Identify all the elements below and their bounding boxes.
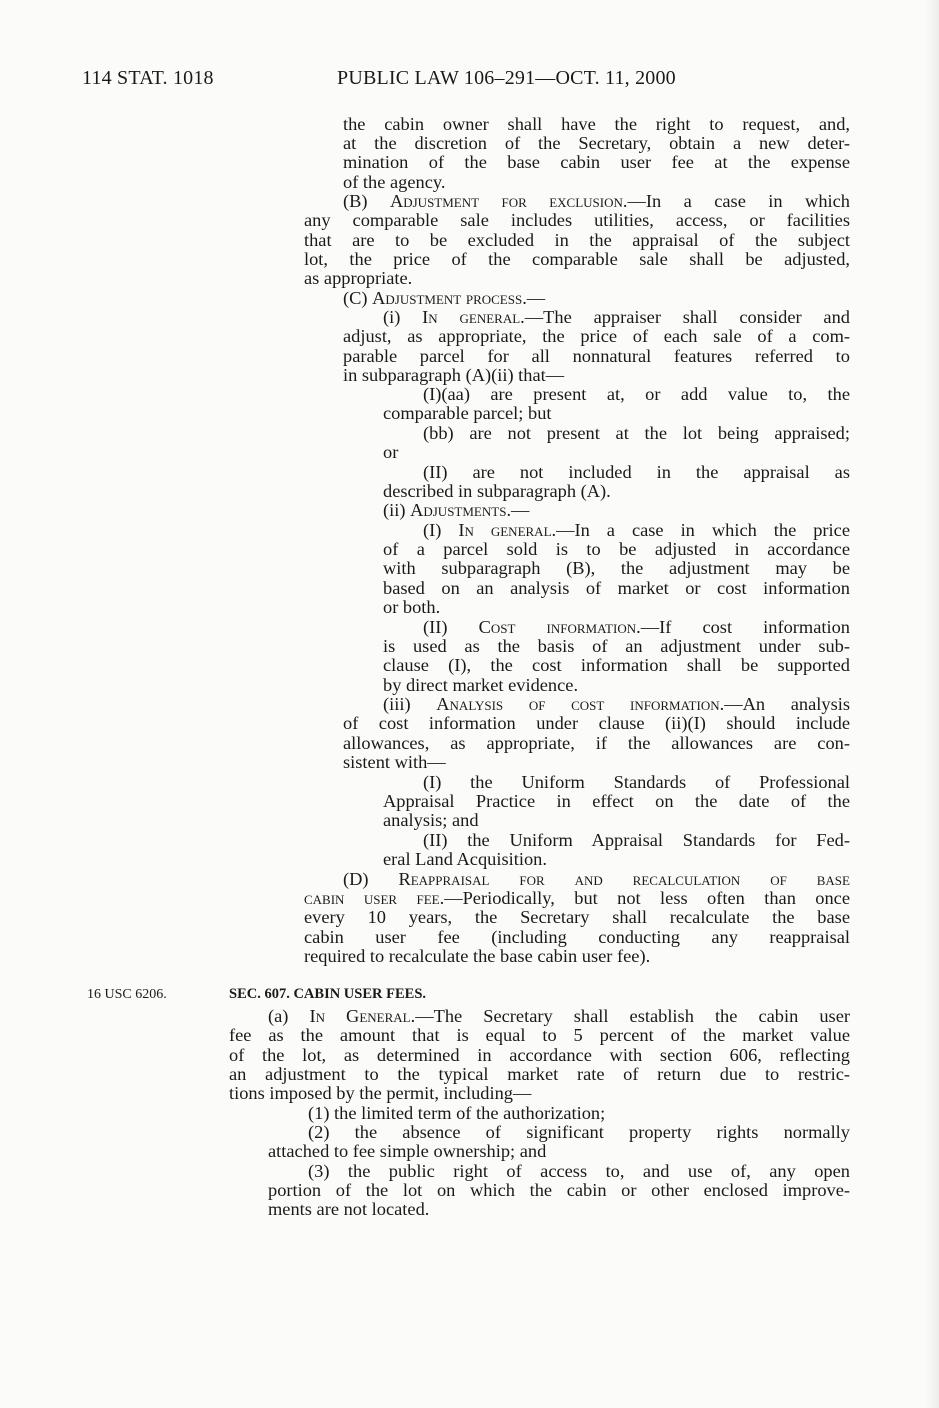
text-line: is used as the basis of an adjustment under sub- bbox=[383, 636, 850, 656]
text-line: at the discretion of the Secretary, obtain a new deter- bbox=[343, 133, 850, 153]
section-heading: SEC. 607. CABIN USER FEES. bbox=[229, 986, 427, 1002]
text-line: (1) the limited term of the authorization; bbox=[308, 1103, 606, 1123]
text-line: (bb) are not present at the lot being appraised; bbox=[423, 423, 850, 443]
clause-ii-heading: (ii) Adjustments.— bbox=[383, 500, 530, 520]
text-line: (II) the Uniform Appraisal Standards for Fed- bbox=[423, 830, 850, 850]
text-line: (3) the public right of access to, and use of, any open bbox=[308, 1161, 850, 1181]
text-line: lot, the price of the comparable sale shall be adjusted, bbox=[304, 249, 850, 269]
text-line: of cost information under clause (ii)(I) should include bbox=[343, 713, 850, 733]
text-line: of the lot, as determined in accordance with section 606, reflecting bbox=[229, 1045, 850, 1065]
text-line: (I)(aa) are present at, or add value to, the bbox=[423, 384, 850, 404]
text-line: or both. bbox=[383, 597, 441, 617]
text-line: by direct market evidence. bbox=[383, 675, 579, 695]
text-line: ments are not located. bbox=[268, 1199, 430, 1219]
text-line: parable parcel for all nonnatural features referred to bbox=[343, 346, 850, 366]
text-line: adjust, as appropriate, the price of each sale of a com- bbox=[343, 326, 850, 346]
text-line: clause (I), the cost information shall be supported bbox=[383, 655, 850, 675]
text-line: the cabin owner shall have the right to request, and, bbox=[343, 114, 850, 134]
text-line: of the agency. bbox=[343, 172, 446, 192]
text-line: (2) the absence of significant property rights normally bbox=[308, 1122, 850, 1142]
page-edge-shadow bbox=[925, 0, 939, 1408]
text-line: cabin user fee (including conducting any reappraisal bbox=[304, 927, 850, 947]
clause-iii-heading: (iii) Analysis of cost information.—An analysis bbox=[383, 694, 850, 714]
text-line: or bbox=[383, 442, 399, 462]
paragraph-d-heading: (D) Reappraisal for and recalculation of base bbox=[343, 869, 850, 889]
text-line: required to recalculate the base cabin user fee). bbox=[304, 946, 651, 966]
paragraph-b-heading: (B) Adjustment for exclusion.—In a case in which bbox=[343, 191, 850, 211]
text-line: an adjustment to the typical market rate of return due to restric- bbox=[229, 1064, 850, 1084]
text-line: described in subparagraph (A). bbox=[383, 481, 611, 501]
text-line: as appropriate. bbox=[304, 268, 413, 288]
stat-page-number: 114 STAT. 1018 bbox=[82, 67, 214, 89]
text-line: tions imposed by the permit, including— bbox=[229, 1083, 532, 1103]
text-line: allowances, as appropriate, if the allowances are con- bbox=[343, 733, 850, 753]
text-line: every 10 years, the Secretary shall recalculate the base bbox=[304, 907, 850, 927]
clause-i-heading: (i) In general.—The appraiser shall consider and bbox=[383, 307, 850, 327]
public-law-title: PUBLIC LAW 106–291—OCT. 11, 2000 bbox=[337, 67, 676, 89]
subclause-ii-heading: (II) Cost information.—If cost information bbox=[423, 617, 850, 637]
subsection-a-heading: (a) In General.—The Secretary shall establish the cabin user bbox=[268, 1006, 850, 1026]
text-line: any comparable sale includes utilities, access, or facilities bbox=[304, 210, 850, 230]
text-line: with subparagraph (B), the adjustment may be bbox=[383, 558, 850, 578]
text-line: in subparagraph (A)(ii) that— bbox=[343, 365, 565, 385]
text-line: eral Land Acquisition. bbox=[383, 849, 547, 869]
text-line: attached to fee simple ownership; and bbox=[268, 1141, 547, 1161]
text-line: fee as the amount that is equal to 5 percent of the market value bbox=[229, 1025, 850, 1045]
text-line: (II) are not included in the appraisal as bbox=[423, 462, 850, 482]
text-line: portion of the lot on which the cabin or other enclosed improve- bbox=[268, 1180, 850, 1200]
text-line: sistent with— bbox=[343, 752, 446, 772]
subclause-i-heading: (I) In general.—In a case in which the price bbox=[423, 520, 850, 540]
text-line: (I) the Uniform Standards of Professional bbox=[423, 772, 850, 792]
paragraph-c-heading: (C) Adjustment process.— bbox=[343, 288, 546, 308]
text-line: analysis; and bbox=[383, 810, 479, 830]
text-line: Appraisal Practice in effect on the date of the bbox=[383, 791, 850, 811]
text-line: based on an analysis of market or cost information bbox=[383, 578, 850, 598]
text-line: of a parcel sold is to be adjusted in accordance bbox=[383, 539, 850, 559]
usc-margin-note: 16 USC 6206. bbox=[87, 987, 167, 1002]
text-line: comparable parcel; but bbox=[383, 403, 552, 423]
text-line: cabin user fee.—Periodically, but not less often than once bbox=[304, 888, 851, 908]
text-line: that are to be excluded in the appraisal of the subject bbox=[304, 230, 850, 250]
text-line: mination of the base cabin user fee at the expense bbox=[343, 152, 850, 172]
